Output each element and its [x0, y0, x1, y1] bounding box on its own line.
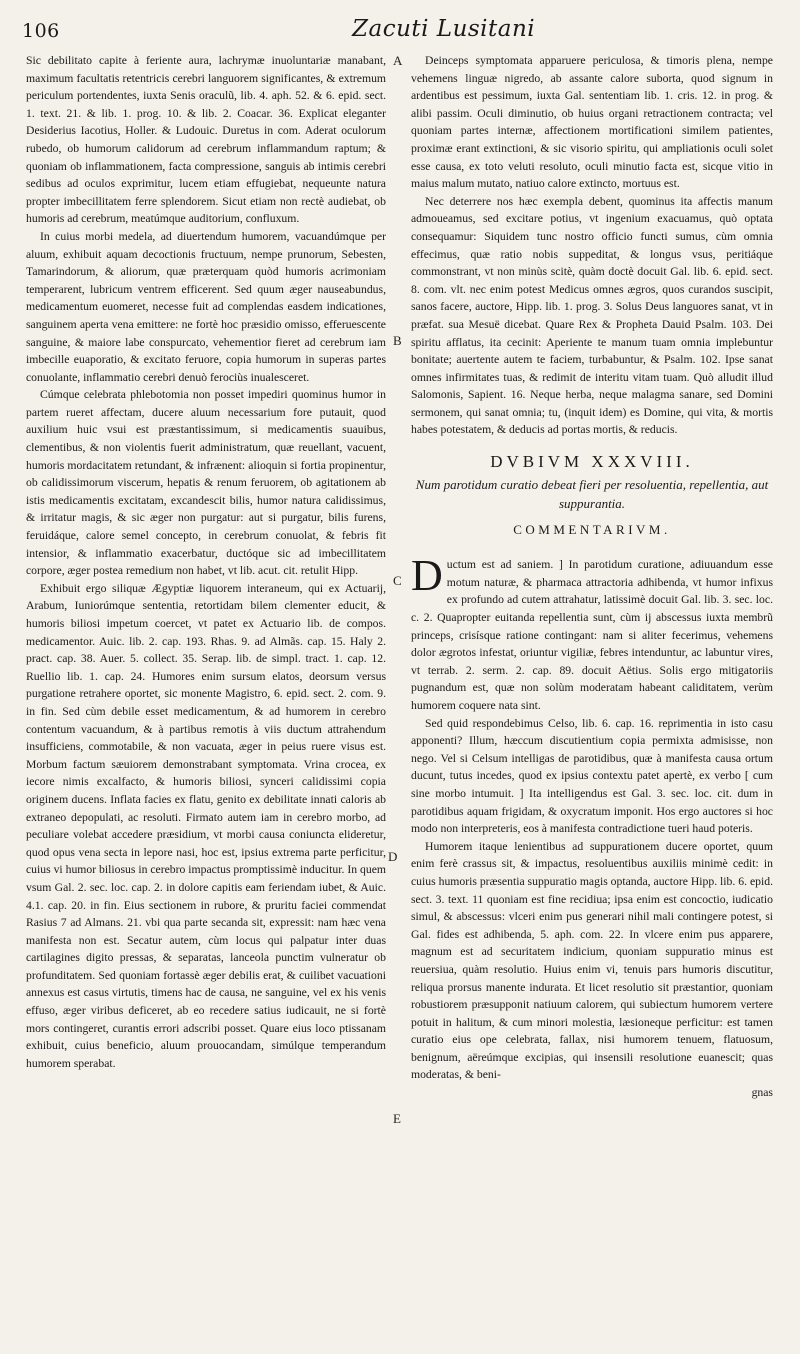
margin-letter-d: D — [388, 849, 398, 864]
page-number: 106 — [22, 20, 60, 42]
margin-letter-c: C — [393, 573, 402, 588]
left-column — [26, 52, 386, 1072]
right-paragraph: Nec deterrere nos hæc exempla debent, quominus ita affectis manum admoueamus, sed excitare potius, vt ingenium exacuamus, quò optata consequamur: Siquidem tunc nostro officio functi sumus, cùm omnia effecimus, quæ ratio nobis suppeditat, & longus vsus, peritiáque commonstrant, vt non minùs scitè, quàm doctè docuit Gal. lib. 6. epid. sect. 8. com. vlt. nec enim potest Medicus omnes ægros, quos curandos suscipit, sanos facere, auctore, Hipp. lib. 1. prog. 3. Solus Deus languores sanat, vt in præfat. sua Mesuë dicebat. Quare Rex & Propheta Dauid Psalm. 103. Dei spiritu afflatus, ita cecinit: Aperiente te manum tuam omnia implebuntur bonitate; auertente autem te faciem, turbabuntur, & Psalm. 102. Ipse sanat omnes infirmitates tuas, & redimit de interitu vitam tuam. Quò alludit illud Salomonis, Sapient. 16. Neque herba, neque malagma sanare, sed Domini sermonem, qui sanat omnia; tu, (inquit idem) es Domine, qui vita, & mortis habes potestatem, & deducis ad portas mortis, & reducis. — [411, 194, 773, 437]
drop-cap: D — [411, 551, 443, 601]
catchword: gnas — [751, 1086, 773, 1100]
right-paragraph: Sed quid respondebimus Celso, lib. 6. cap. 16. reprimentia in isto casu apponenti? Illum, hæccum discutientium copia permixta admisisse, non nego. Vel si Celsum intelligas de parotidibus, quæ à manifesta causa ortum ducunt, tutus incedes, quod ex ipsius contextu patet apertè, ex verbo [ cum sine morbo intumuit. ] Ita intelligendus est Gal. 3. sec. loc. cit. dum in parotidibus aquam frigidam, & oxycratum imponit. Hos ergo auctores si hoc modo non interpreteris, eos à manifesta contradictione tueri haud poteris. — [411, 716, 773, 836]
dubium-question: Num parotidum curatio debeat fieri per resoluentia, repellentia, aut suppurantia. — [415, 476, 769, 511]
right-paragraph: uctum est ad saniem. ] In parotidum curatione, adiuuandum esse motum naturæ, & pharmaca attractoria adhibenda, vt humor infixus ex profundo ad cutem attrahatur, latissimè docuit Gal. lib. 3. sec. loc. c. 2. Quapropter euitanda repellentia sunt, cùm ij abscessus iuxta membrũ princeps, crisísque ratione contingant: nam si aliter fecerimus, vehemens dolor ægrotos infestat, oriuntur vigiliæ, febres intenduntur, ac labuntur vires, vt terrab. 2. serm. 2. cap. 89. docuit Aëtius. Solis ergo mitigatoriis pugnandum est, quæ non solùm moderatam habeant caliditatem, verùm humorem coquere nata sint. — [411, 558, 773, 712]
running-head: Zacuti Lusitani — [352, 16, 536, 42]
right-column — [411, 52, 773, 1102]
left-paragraph: Cúmque celebrata phlebotomia non posset impediri quominus humor in partem rueret affectam, ducere aluum necessarium fore putauit, quod auxilium huic vsui est præstantissimum, si medicamentis suauibus, clementibus, & non violentis fuerit administratum, quæ reuellant, vacuent, humoris mordacitatem retundant, & infrænent: alioquin si fortia propinentur, ob calidissimorum viscerum, hepatis & renum feruorem, ob agitationem ab istis medicamentis excitatam, excandescit bilis, humor natura calidissimus, & irritatur magis, & sic æger non purgatur: aut si purgatur, bilis furens, feruidáque, calore semel concepto, in cerebrum conuolat, & febris fit intensior, & inflammatio exacerbatur, ductóque sic ad imbecillitatem corpore, æger postea remedium non habet, vt lib. acut. cit. retulit Hipp. — [26, 388, 386, 578]
margin-letter-a: A — [393, 53, 403, 68]
left-paragraph: Exhibuit ergo siliquæ Ægyptiæ liquorem interaneum, qui ex Actuarij, Arabum, Iuniorúmque sententia, retortidam bilem clementer educit, & humoris biliosi impetum coercet, vt patet ex Actuario lib. de compos. medicamentor. Auic. lib. 2. cap. 193. Rhas. 9. ad Almãs. cap. 15. Haly 2. pract. cap. 38. Auer. 5. collect. 35. Serap. lib. de simpl. tract. 1. cap. 12. Ruellio lib. 1. cap. 24. Humores enim sursum elatos, deorsum versus purgatione retrahere oportet, sic monente Magistro, 6. epid. sect. 2. com. 9. in fin. Sed cùm debile esset medicamentum, & ad humorem in cerebro contentum vacuandum, & à partibus remotis à viis ductum attrahendum insufficiens, commotabile, & non vacuata, æger in peius ruere visus est. Morbum factum sæuiorem demonstrabant symptomata. Vrina crocea, ex iecore nimis excalfacto, & humoris biliosi, synceri calidissimi copia originem ducens. Inflata facies ex flatu, genito ex debilitate innati caloris ab extraneo depopulati, ac resoluti. Firmato autem iam in cerebro morbo, ad peculiare volebat accedere præsidium, vt morbi causa coniuncta elideretur, quod opus vena secta in lepore nasi, hoc est, ipsius extrema parte perficitur, cuius vi humor biliosus in cerebro impactus promptissimè inducitur. In quem vsum Gal. 2. sec. loc. cap. 2. in dolore capitis eam feriendam iubet, & Auic. 4.1. cap. 20. in fin. Eius sectionem in rubore, & pruritu faciei commendat Rasius 7 ad Almans. 21. vbi qua parte secanda sit, expressit: nam hæc vena manifesta non est. Secatur autem, cùm locus qui palpatur inter duas cartilagines digito pressas, & separatas, lanceola punctim vulneratur ob profunditatem. Sed quoniam fortassè æger debilis erat, & cuilibet vacuationi annexus est casus virtutis, timens hac de causa, ne sanguine, vel ex his venis effuso, æger viribus deficeret, ab eo recedere satius iudicauit, ne si fortè mors contingeret, curantis errori adscribi posset. Quare eius loco ptissanam exhibuit, cuius beneficio, aluum prouocandam, simúlque temperandum humorem sperabat. — [26, 581, 386, 1070]
right-paragraph: Humorem itaque lenientibus ad suppurationem ducere oportet, quum enim ferè crassus sit, & impactus, resoluentibus auxiliis minimè cedit: in cuius humoris præsentia suppuratio magis optanda, auctore Hipp. lib. 6. epid. sect. 3. text. 11 quoniam est fine recidiua; ipsa enim est concoctio, iudicatio simul, & abscessus: vlceri enim pus generari nihil mali contingere potest, si Gal. fides est adhibenda, 5. aph. com. 22. In vlcere enim pus apparere, magnum est ad securitatem indicium, quoniam suppuratio minus est reuersiua, quàm resolutio. Huius enim vi, tenuis pars humoris discutitur, reliqua prorsus manente indurata. Et licet resolutio sit præstantior, quoniam robustiorem præsupponit natiuum calorem, qui subiectum humorem vertere potuit in halitum, & cum minori molestia, læsioneque perficitur: est tamen curatio eius ope celebrata, fallax, nisi humorem tenuem, flatuosum, benignum, aëreúmque excipias, qui insensili resolutione euanescit; quas moderatas, & beni- — [411, 839, 773, 1082]
margin-letter-b: B — [393, 333, 402, 348]
dubium-title: DVBIVM XXXVIII. — [490, 452, 694, 472]
left-paragraph: Sic debilitato capite à feriente aura, lachrymæ inuoluntariæ manabant, maximum facultatis retentricis cerebri languorem significantes, & extremum periculum portendentes, iuxta Senis oraculũ, lib. 4. aph. 52. & 6. epid. sect. 1. text. 21. & lib. 1. prog. 10. & lib. 2. Coacar. 36. Explicat eleganter Desiderius Iacotius, Holler. & Ludouic. Duretus in com. Aderat oculorum rubedo, ob humorum calidorum ad cerebrum inflammandum raptum; & quoniam ob inflammationem, facta compressione, sanguis ab intimis cerebri sedibus ad oculos exprimitur, lucem etiam effugiebat, nequeunte natura propter imbecillitatem ferre splendorem. Sicut etiam non rectè audiebat, ob humoris ad cerebrum, meatúmque auditorium, confluxum. — [26, 54, 386, 226]
margin-letter-e: E — [393, 1111, 401, 1126]
left-paragraph: In cuius morbi medela, ad diuertendum humorem, vacuandúmque per aluum, exhibuit aquam decoctionis fructuum, nempe prunorum, Sebesten, Tamarindorum, & aliorum, quæ præterquam quòd humoris acrimoniam temperarent, lubricum ventrem efficerent. Sed quum æger nauseabundus, medicamentum euomeret, necesse fuit ad complendas easdem indicationes, sanguinem aperta vena emittere: ne fortè hoc præsidio omisso, efferuescente sanguine, & maiore labe conspurcato, vehementior fieret ad cerebrum iam imbecille euaporatio, & excitato feruore, copia humorum in superas partes conuolante, inflammatio cerebri denuò ferociùs inualesceret. — [26, 229, 386, 384]
page-header — [22, 14, 782, 48]
right-paragraph: Deinceps symptomata apparuere periculosa, & timoris plena, nempe vehemens linguæ nigredo, ab assante calore suborta, quod signum in ardentibus est pessimum, iuxta Gal. sententiam lib. 1. cris. 12. in prog. & alibi passim. Oculi diminutio, ob huius organi retractionem contracta; vel quoniam partes internæ, affectionem mortificationi similem patientes, proximæ erant extinctioni, & sic visorio spiritu, qui ampliationis oculi solet esse causa, ex toto veluti resoluto, oculi minutio facta est, sicque vitio in maius malum mutato, natiuo calore extincto, mortuus est. — [411, 54, 773, 191]
commentarium-heading: COMMENTARIVM. — [513, 521, 671, 537]
commentary-opening — [411, 551, 773, 714]
